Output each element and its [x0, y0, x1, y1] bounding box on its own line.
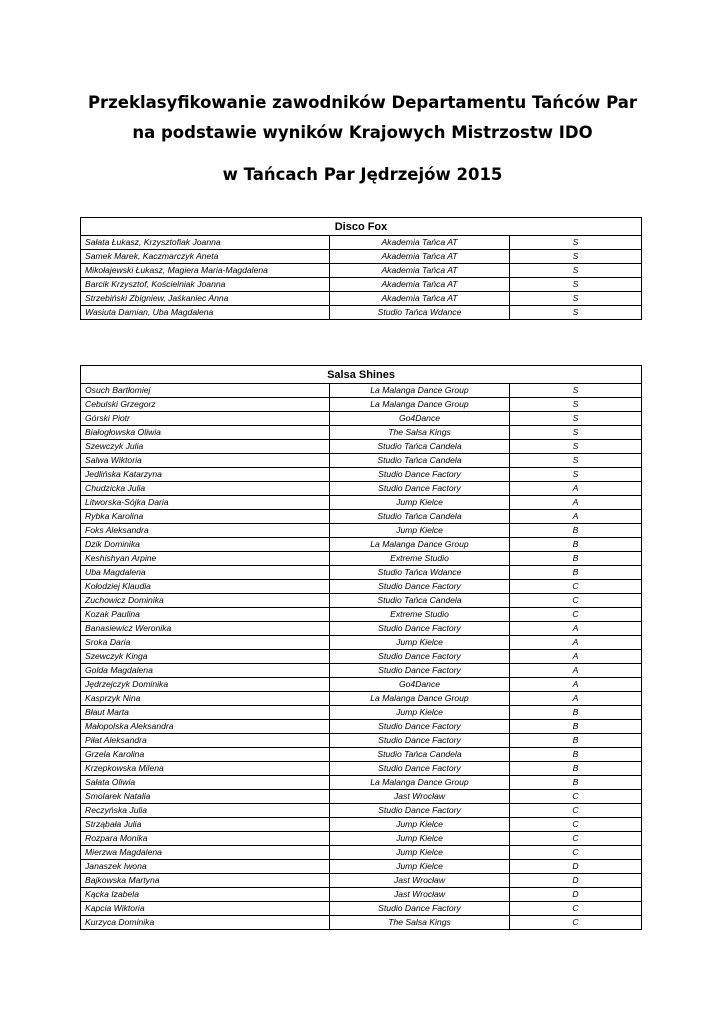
class-cell: S — [510, 250, 642, 264]
club-cell: The Salsa Kings — [330, 426, 510, 440]
table-row — [81, 888, 642, 902]
club-cell: Jump Kielce — [330, 496, 510, 510]
competitor-name-cell: Szewczyk Julia — [81, 440, 330, 454]
class-cell: B — [510, 762, 642, 776]
competitor-name-cell: Jedlińska Katarzyna — [81, 468, 330, 482]
competitor-name-cell: Krzepkowska Milena — [81, 762, 330, 776]
competitor-name-cell: Litworska-Sójka Daria — [81, 496, 330, 510]
table-row — [81, 720, 642, 734]
competitor-name-cell: Wasiuta Damian, Uba Magdalena — [81, 306, 330, 320]
class-cell: S — [510, 384, 642, 398]
class-cell: C — [510, 580, 642, 594]
table-row — [81, 692, 642, 706]
competitor-name-cell: Sałata Łukasz, Krzysztofiak Joanna — [81, 236, 330, 250]
table-row — [81, 440, 642, 454]
table-row — [81, 566, 642, 580]
club-cell: Extreme Studio — [330, 608, 510, 622]
competitor-name-cell: Grzela Karolina — [81, 748, 330, 762]
table-row — [81, 496, 642, 510]
competitor-name-cell: Rybka Karolina — [81, 510, 330, 524]
table-row — [81, 426, 642, 440]
class-cell: C — [510, 902, 642, 916]
class-cell: B — [510, 734, 642, 748]
club-cell: Studio Dance Factory — [330, 580, 510, 594]
club-cell: Studio Dance Factory — [330, 650, 510, 664]
club-cell: The Salsa Kings — [330, 916, 510, 930]
class-cell: S — [510, 454, 642, 468]
class-cell: B — [510, 776, 642, 790]
table-row — [81, 650, 642, 664]
class-cell: S — [510, 236, 642, 250]
competitor-name-cell: Strząbała Julia — [81, 818, 330, 832]
competitor-name-cell: Kapcia Wiktoria — [81, 902, 330, 916]
competitor-name-cell: Rozpara Monika — [81, 832, 330, 846]
class-cell: C — [510, 916, 642, 930]
competitor-name-cell: Piłat Aleksandra — [81, 734, 330, 748]
table-row — [81, 398, 642, 412]
table-row — [81, 860, 642, 874]
table-row — [81, 678, 642, 692]
table-row — [81, 454, 642, 468]
class-cell: A — [510, 622, 642, 636]
class-cell: C — [510, 594, 642, 608]
competitor-name-cell: Jędrzejczyk Dominika — [81, 678, 330, 692]
club-cell: Studio Tańca Wdance — [330, 306, 510, 320]
competitor-name-cell: Bajkowska Martyna — [81, 874, 330, 888]
title-line-2: na podstawie wyników Krajowych Mistrzostw IDO — [132, 123, 593, 142]
class-cell: C — [510, 818, 642, 832]
class-cell: C — [510, 804, 642, 818]
class-cell: S — [510, 412, 642, 426]
club-cell: Jast Wrocław — [330, 874, 510, 888]
table-row — [81, 902, 642, 916]
club-cell: Jast Wrocław — [330, 888, 510, 902]
club-cell: Studio Tańca Candela — [330, 594, 510, 608]
table-row — [81, 482, 642, 496]
table-row — [81, 510, 642, 524]
class-cell: C — [510, 608, 642, 622]
competitor-name-cell: Błaut Marta — [81, 706, 330, 720]
class-cell: D — [510, 860, 642, 874]
table-row — [81, 748, 642, 762]
table-row — [81, 762, 642, 776]
club-cell: Akademia Tańca AT — [330, 236, 510, 250]
competitor-name-cell: Smolarek Natalia — [81, 790, 330, 804]
club-cell: Studio Dance Factory — [330, 902, 510, 916]
competitor-name-cell: Mikołajewski Łukasz, Magiera Maria-Magdalena — [81, 264, 330, 278]
club-cell: Studio Tańca Candela — [330, 510, 510, 524]
class-cell: B — [510, 706, 642, 720]
club-cell: Studio Tańca Wdance — [330, 566, 510, 580]
competitor-name-cell: Małopolska Aleksandra — [81, 720, 330, 734]
competitor-name-cell: Osuch Bartłomiej — [81, 384, 330, 398]
competitor-name-cell: Samek Marek, Kaczmarczyk Aneta — [81, 250, 330, 264]
club-cell: Studio Dance Factory — [330, 664, 510, 678]
table-row — [81, 608, 642, 622]
competitor-name-cell: Banasiewicz Weronika — [81, 622, 330, 636]
competitor-name-cell: Dzik Dominika — [81, 538, 330, 552]
club-cell: Go4Dance — [330, 412, 510, 426]
class-cell: S — [510, 426, 642, 440]
class-cell: B — [510, 538, 642, 552]
table-row — [81, 636, 642, 650]
club-cell: Jast Wrocław — [330, 790, 510, 804]
competitor-name-cell: Górski Piotr — [81, 412, 330, 426]
class-cell: B — [510, 524, 642, 538]
club-cell: Jump Kielce — [330, 636, 510, 650]
club-cell: Jump Kielce — [330, 832, 510, 846]
club-cell: Akademia Tańca AT — [330, 250, 510, 264]
class-cell: C — [510, 790, 642, 804]
table-row — [81, 384, 642, 398]
table-row — [81, 818, 642, 832]
class-cell: B — [510, 552, 642, 566]
table-row — [81, 916, 642, 930]
club-cell: Studio Dance Factory — [330, 804, 510, 818]
class-cell: C — [510, 832, 642, 846]
class-cell: D — [510, 888, 642, 902]
table-row — [81, 846, 642, 860]
table-row — [81, 664, 642, 678]
club-cell: La Malanga Dance Group — [330, 384, 510, 398]
table-row — [81, 594, 642, 608]
table-row — [81, 832, 642, 846]
club-cell: Studio Tańca Candela — [330, 440, 510, 454]
competitor-name-cell: Golda Magdalena — [81, 664, 330, 678]
club-cell: Studio Dance Factory — [330, 622, 510, 636]
title-line-1: Przeklasyfikowanie zawodników Departamentu Tańców Par — [87, 93, 638, 112]
salsa-shines-table — [80, 365, 642, 930]
competitor-name-cell: Strzebiński Zbigniew, Jaśkaniec Anna — [81, 292, 330, 306]
club-cell: Extreme Studio — [330, 552, 510, 566]
class-cell: A — [510, 678, 642, 692]
disco-fox-heading: Disco Fox — [81, 218, 642, 236]
club-cell: Studio Tańca Candela — [330, 748, 510, 762]
table-row — [81, 804, 642, 818]
table-row — [81, 706, 642, 720]
competitor-name-cell: Kurzyca Dominika — [81, 916, 330, 930]
competitor-name-cell: Chudzicka Julia — [81, 482, 330, 496]
club-cell: Jump Kielce — [330, 818, 510, 832]
competitor-name-cell: Foks Aleksandra — [81, 524, 330, 538]
class-cell: A — [510, 496, 642, 510]
competitor-name-cell: Białogłowska Oliwia — [81, 426, 330, 440]
table-row — [81, 734, 642, 748]
table-row — [81, 292, 642, 306]
club-cell: Akademia Tańca AT — [330, 292, 510, 306]
competitor-name-cell: Reczyńska Julia — [81, 804, 330, 818]
class-cell: S — [510, 278, 642, 292]
competitor-name-cell: Kołodziej Klaudia — [81, 580, 330, 594]
competitor-name-cell: Kasprzyk Nina — [81, 692, 330, 706]
class-cell: C — [510, 846, 642, 860]
table-row — [81, 306, 642, 320]
class-cell: A — [510, 482, 642, 496]
class-cell: S — [510, 398, 642, 412]
class-cell: A — [510, 650, 642, 664]
table-row — [81, 790, 642, 804]
club-cell: Akademia Tańca AT — [330, 278, 510, 292]
competitor-name-cell: Szewczyk Kinga — [81, 650, 330, 664]
table-row — [81, 236, 642, 250]
club-cell: Studio Dance Factory — [330, 734, 510, 748]
class-cell: S — [510, 264, 642, 278]
class-cell: A — [510, 636, 642, 650]
class-cell: D — [510, 874, 642, 888]
club-cell: Studio Dance Factory — [330, 720, 510, 734]
table-row — [81, 580, 642, 594]
class-cell: B — [510, 720, 642, 734]
club-cell: Jump Kielce — [330, 860, 510, 874]
club-cell: Studio Tańca Candela — [330, 454, 510, 468]
competitor-name-cell: Sroka Daria — [81, 636, 330, 650]
table-row — [81, 622, 642, 636]
club-cell: Studio Dance Factory — [330, 468, 510, 482]
table-row — [81, 278, 642, 292]
club-cell: Akademia Tańca AT — [330, 264, 510, 278]
class-cell: S — [510, 306, 642, 320]
competitor-name-cell: Janaszek Iwona — [81, 860, 330, 874]
club-cell: Jump Kielce — [330, 524, 510, 538]
club-cell: Studio Dance Factory — [330, 482, 510, 496]
table-row — [81, 264, 642, 278]
class-cell: B — [510, 566, 642, 580]
competitor-name-cell: Mierzwa Magdalena — [81, 846, 330, 860]
competitor-name-cell: Kozak Paulina — [81, 608, 330, 622]
class-cell: S — [510, 440, 642, 454]
club-cell: La Malanga Dance Group — [330, 776, 510, 790]
table-row — [81, 524, 642, 538]
competitor-name-cell: Keshishyan Arpine — [81, 552, 330, 566]
club-cell: Jump Kielce — [330, 706, 510, 720]
class-cell: S — [510, 468, 642, 482]
table-row — [81, 412, 642, 426]
competitor-name-cell: Uba Magdalena — [81, 566, 330, 580]
title-line-3: w Tańcach Par Jędrzejów 2015 — [222, 165, 503, 184]
table-row — [81, 874, 642, 888]
club-cell: Studio Dance Factory — [330, 762, 510, 776]
competitor-name-cell: Salwa Wiktoria — [81, 454, 330, 468]
competitor-name-cell: Kącka Izabela — [81, 888, 330, 902]
salsa-shines-heading: Salsa Shines — [81, 366, 642, 384]
club-cell: La Malanga Dance Group — [330, 538, 510, 552]
class-cell: A — [510, 510, 642, 524]
class-cell: A — [510, 664, 642, 678]
class-cell: S — [510, 292, 642, 306]
table-row — [81, 776, 642, 790]
club-cell: La Malanga Dance Group — [330, 398, 510, 412]
competitor-name-cell: Cebulski Grzegorz — [81, 398, 330, 412]
table-row — [81, 250, 642, 264]
club-cell: La Malanga Dance Group — [330, 692, 510, 706]
table-row — [81, 538, 642, 552]
class-cell: B — [510, 748, 642, 762]
competitor-name-cell: Sałata Oliwia — [81, 776, 330, 790]
club-cell: Go4Dance — [330, 678, 510, 692]
competitor-name-cell: Zuchowicz Dominika — [81, 594, 330, 608]
competitor-name-cell: Barcik Krzysztof, Kościelniak Joanna — [81, 278, 330, 292]
table-row — [81, 552, 642, 566]
club-cell: Jump Kielce — [330, 846, 510, 860]
table-row — [81, 468, 642, 482]
class-cell: A — [510, 692, 642, 706]
disco-fox-table — [80, 217, 642, 320]
